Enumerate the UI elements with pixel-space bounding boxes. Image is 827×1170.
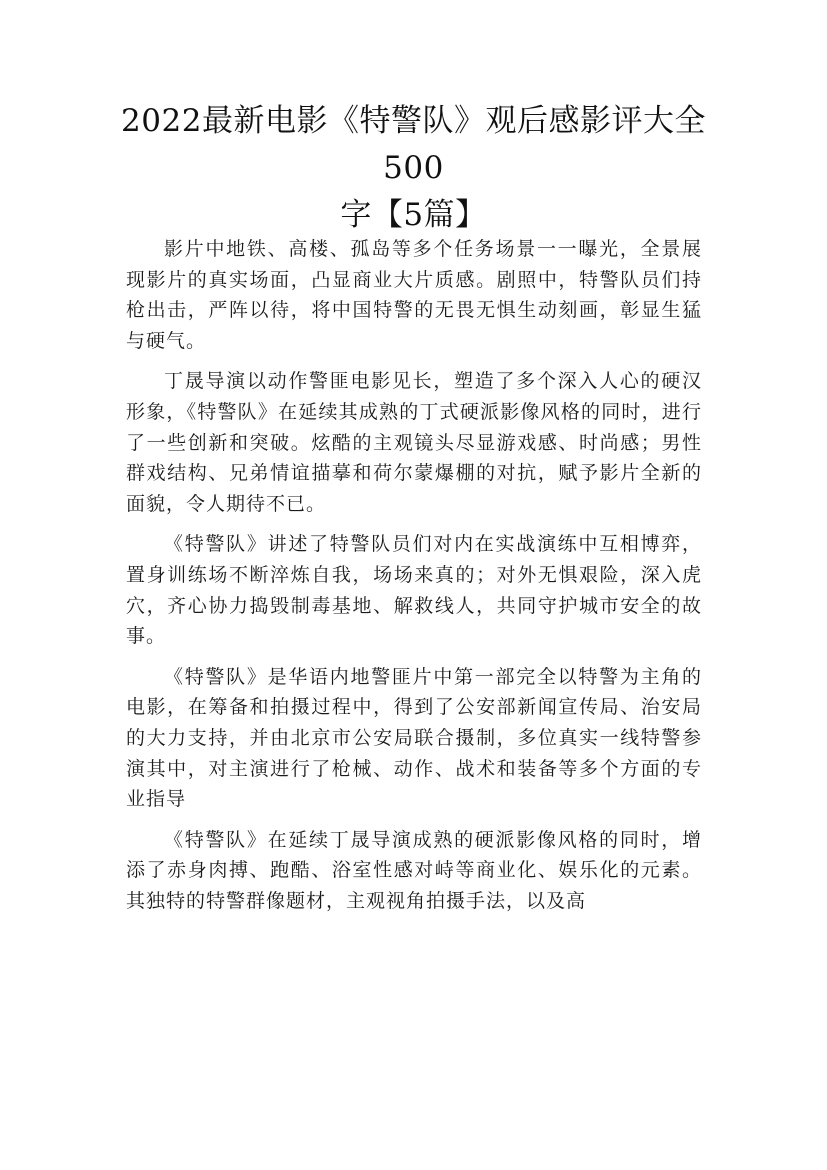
document-title — [100, 98, 727, 239]
title-line-2: 字【5篇】 — [340, 197, 487, 233]
paragraph-1: 影片中地铁、高楼、孤岛等多个任务场景一一曝光，全景展现影片的真实场面，凸显商业大片质感。剧照中，特警队员们持枪出击，严阵以待，将中国特警的无畏无惧生动刻画，彰显生猛与硬气。 — [126, 238, 702, 352]
paragraph-4: 《特警队》是华语内地警匪片中第一部完全以特警为主角的电影，在筹备和拍摄过程中，得到了公安部新闻宣传局、治安局的大力支持，并由北京市公安局联合摄制，多位真实一线特警参演其中，对主演进行了枪械、动作、战术和装备等多个方面的专业指导 — [126, 665, 702, 811]
title-line-1: 2022最新电影《特警队》观后感影评大全500 — [121, 103, 706, 186]
document-body — [126, 234, 702, 926]
paragraph-3: 《特警队》讲述了特警队员们对内在实战演练中互相博弈，置身训练场不断淬炼自我，场场来真的；对外无惧艰险，深入虎穴，齐心协力捣毁制毒基地、解救线人，共同守护城市安全的故事。 — [126, 533, 702, 648]
paragraph-2: 丁晟导演以动作警匪电影见长，塑造了多个深入人心的硬汉形象，《特警队》在延续其成熟的丁式硬派影像风格的同时，进行了一些创新和突破。炫酷的主观镜头尽显游戏感、时尚感；男性群戏结构、兄弟情谊描摹和荷尔蒙爆棚的对抗，赋予影片全新的面貌，令人期待不已。 — [126, 370, 702, 515]
paragraph-5: 《特警队》在延续丁晟导演成熟的硬派影像风格的同时，增添了赤身肉搏、跑酷、浴室性感对峙等商业化、娱乐化的元素。其独特的特警群像题材，主观视角拍摄手法，以及高 — [126, 828, 702, 912]
